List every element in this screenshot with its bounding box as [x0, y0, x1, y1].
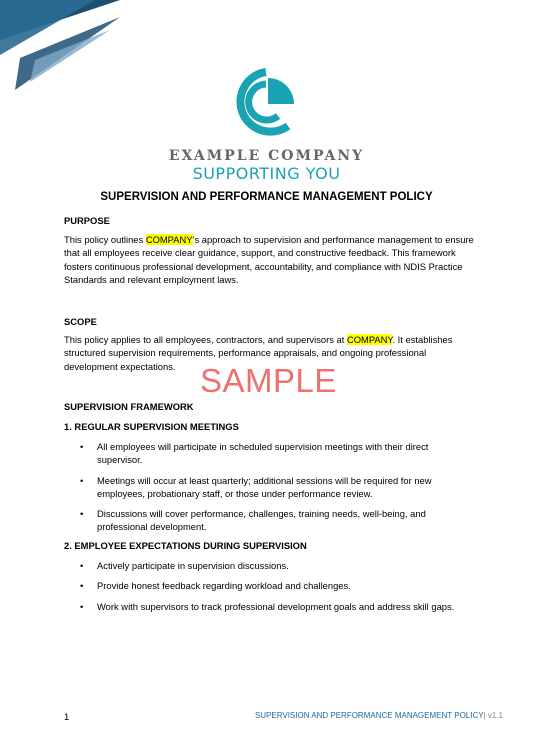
section2-list: [64, 559, 474, 613]
company-logo-icon: [228, 64, 304, 142]
purpose-text-start: This policy outlines: [64, 234, 146, 245]
company-name: EXAMPLE COMPANY: [168, 148, 365, 164]
sample-watermark: SAMPLE: [200, 362, 337, 399]
footer-doc-title: [255, 711, 503, 720]
section2-heading: 2. EMPLOYEE EXPECTATIONS DURING SUPERVISION: [64, 540, 307, 551]
list-item: • Actively participate in supervision discussions.: [64, 559, 474, 572]
footer-title-text: SUPERVISION AND PERFORMANCE MANAGEMENT POLICY: [254, 711, 484, 720]
purpose-heading: PURPOSE: [64, 215, 110, 226]
list-item: • Meetings will occur at least quarterly; additional sessions will be required for new employees, probationary staff, or those under performance review.: [64, 474, 474, 501]
purpose-text-end: ’s approach to supervision and performance management to ensure that all employees receive clear guidance, support, and constructive feedback. This framework fosters continuous professional development, accountability, and compliance with NDIS Practice Standards and relevant employment laws.: [64, 234, 474, 285]
scope-heading: SCOPE: [64, 316, 97, 327]
footer-version: | v1.1: [483, 711, 503, 720]
framework-heading: SUPERVISION FRAMEWORK: [64, 401, 194, 412]
section1-heading: 1. REGULAR SUPERVISION MEETINGS: [64, 421, 239, 432]
company-tagline: SUPPORTING YOU: [192, 164, 341, 183]
list-item: • Provide honest feedback regarding workload and challenges.: [64, 579, 474, 592]
page-number: 1: [64, 711, 70, 722]
list-item: • Discussions will cover performance, challenges, training needs, well-being, and professional development.: [64, 507, 474, 534]
list-item: • All employees will participate in scheduled supervision meetings with their direct supervisor.: [64, 440, 474, 467]
scope-text-end: . It establishes structured supervision requirements, performance appraisals, and ongoing professional development expectations.: [64, 334, 453, 372]
purpose-paragraph: [64, 233, 474, 286]
scope-text-start: This policy applies to all employees, contractors, and supervisors at: [64, 334, 347, 345]
section1-list: [64, 440, 474, 534]
company-placeholder-highlight: COMPANY: [145, 234, 193, 245]
corner-decoration: [0, 0, 130, 95]
list-item: • Work with supervisors to track professional development goals and address skill gaps.: [64, 600, 474, 613]
document-title: SUPERVISION AND PERFORMANCE MANAGEMENT POLICY: [100, 191, 433, 203]
company-placeholder-highlight: COMPANY: [346, 334, 393, 345]
